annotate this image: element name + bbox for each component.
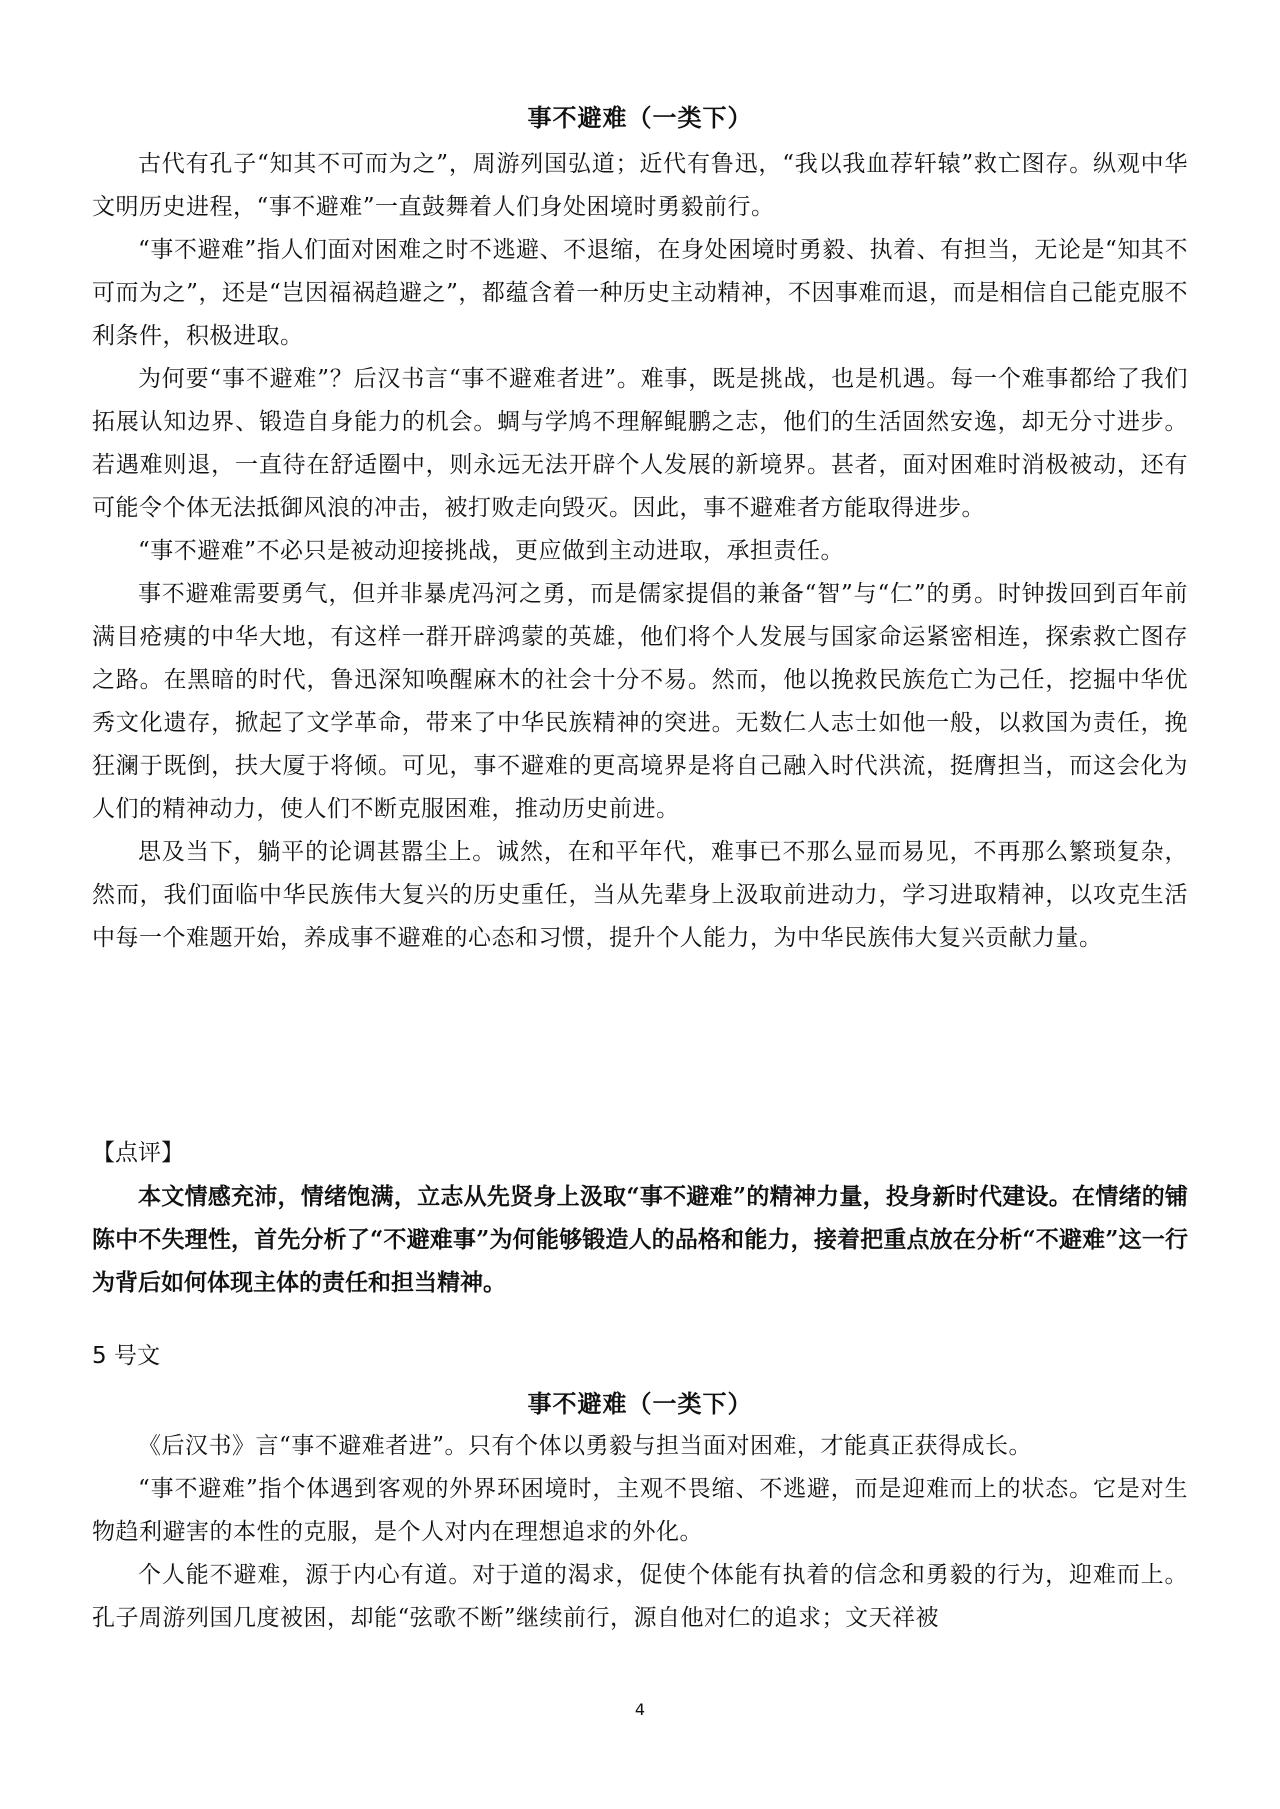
essay-2-paragraph: 个人能不避难，源于内心有道。对于道的渴求，促使个体能有执着的信念和勇毅的行为，迎难而上。孔子周游列国几度被困，却能“弦歌不断”继续前行，源自他对仁的追求；文天祥被 — [92, 1562, 1188, 1631]
essay-1-title: 事不避难（一类下） — [527, 104, 753, 132]
essay-2-paragraph: 《后汉书》言“事不避难者进”。只有个体以勇毅与担当面对困难，才能真正获得成长。 — [138, 1433, 1033, 1459]
essay-1-paragraph: 思及当下，躺平的论调甚嚣尘上。诚然，在和平年代，难事已不那么显而易见，不再那么繁琐复杂，然而，我们面临中华民族伟大复兴的历史重任，当从先辈身上汲取前进动力，学习进取精神，以攻克生活中每一个难题开始，养成事不避难的心态和习惯，提升个人能力，为中华民族伟大复兴贡献力量。 — [92, 839, 1188, 951]
essay-2 — [92, 1335, 1188, 1640]
essay-2-title: 事不避难（一类下） — [527, 1390, 753, 1418]
essay-1-paragraph: 事不避难需要勇气，但并非暴虎冯河之勇，而是儒家提倡的兼备“智”与“仁”的勇。时钟拨回到百年前满目疮痍的中华大地，有这样一群开辟鸿蒙的英雄，他们将个人发展与国家命运紧密相连，探索救亡图存之路。在黑暗的时代，鲁迅深知唤醒麻木的社会十分不易。然而，他以挽救民族危亡为己任，挖掘中华优秀文化遗存，掀起了文学革命，带来了中华民族精神的突进。无数仁人志士如他一般，以救国为责任，挽狂澜于既倒，扶大厦于将倾。可见，事不避难的更高境界是将自己融入时代洪流，挺膺担当，而这会化为人们的精神动力，使人们不断克服困难，推动历史前进。 — [92, 581, 1188, 822]
essay-1 — [92, 98, 1188, 960]
essay-1-paragraph: 古代有孔子“知其不可而为之”，周游列国弘道；近代有鲁迅，“我以我血荐轩辕”救亡图存。纵观中华文明历史进程，“事不避难”一直鼓舞着人们身处困境时勇毅前行。 — [92, 151, 1188, 220]
review-section — [92, 1132, 1188, 1304]
essay-1-paragraph: “事不避难”指人们面对困难之时不逃避、不退缩，在身处困境时勇毅、执着、有担当，无论是“知其不可而为之”，还是“岂因福祸趋避之”，都蕴含着一种历史主动精神，不因事难而退，而是相信自己能克服不利条件，积极进取。 — [92, 237, 1188, 349]
page-number: 4 — [634, 1700, 646, 1719]
essay-2-label: 5 号文 — [92, 1343, 160, 1369]
essay-1-paragraph: 为何要“事不避难”？后汉书言“事不避难者进”。难事，既是挑战，也是机遇。每一个难事都给了我们拓展认知边界、锻造自身能力的机会。蜩与学鸠不理解鲲鹏之志，他们的生活固然安逸，却无分寸进步。若遇难则退，一直待在舒适圈中，则永远无法开辟个人发展的新境界。甚者，面对困难时消极被动，还有可能令个体无法抵御风浪的冲击，被打败走向毁灭。因此，事不避难者方能取得进步。 — [92, 366, 1188, 521]
review-heading: 【点评】 — [92, 1140, 184, 1166]
essay-2-paragraph: “事不避难”指个体遇到客观的外界环困境时，主观不畏缩、不逃避，而是迎难而上的状态。它是对生物趋利避害的本性的克服，是个人对内在理想追求的外化。 — [92, 1476, 1188, 1545]
review-text: 本文情感充沛，情绪饱满，立志从先贤身上汲取“事不避难”的精神力量，投身新时代建设。在情绪的铺陈中不失理性，首先分析了“不避难事”为何能够锻造人的品格和能力，接着把重点放在分析“不避难”这一行为背后如何体现主体的责任和担当精神。 — [92, 1183, 1188, 1296]
essay-1-paragraph: “事不避难”不必只是被动迎接挑战，更应做到主动进取，承担责任。 — [138, 538, 845, 564]
